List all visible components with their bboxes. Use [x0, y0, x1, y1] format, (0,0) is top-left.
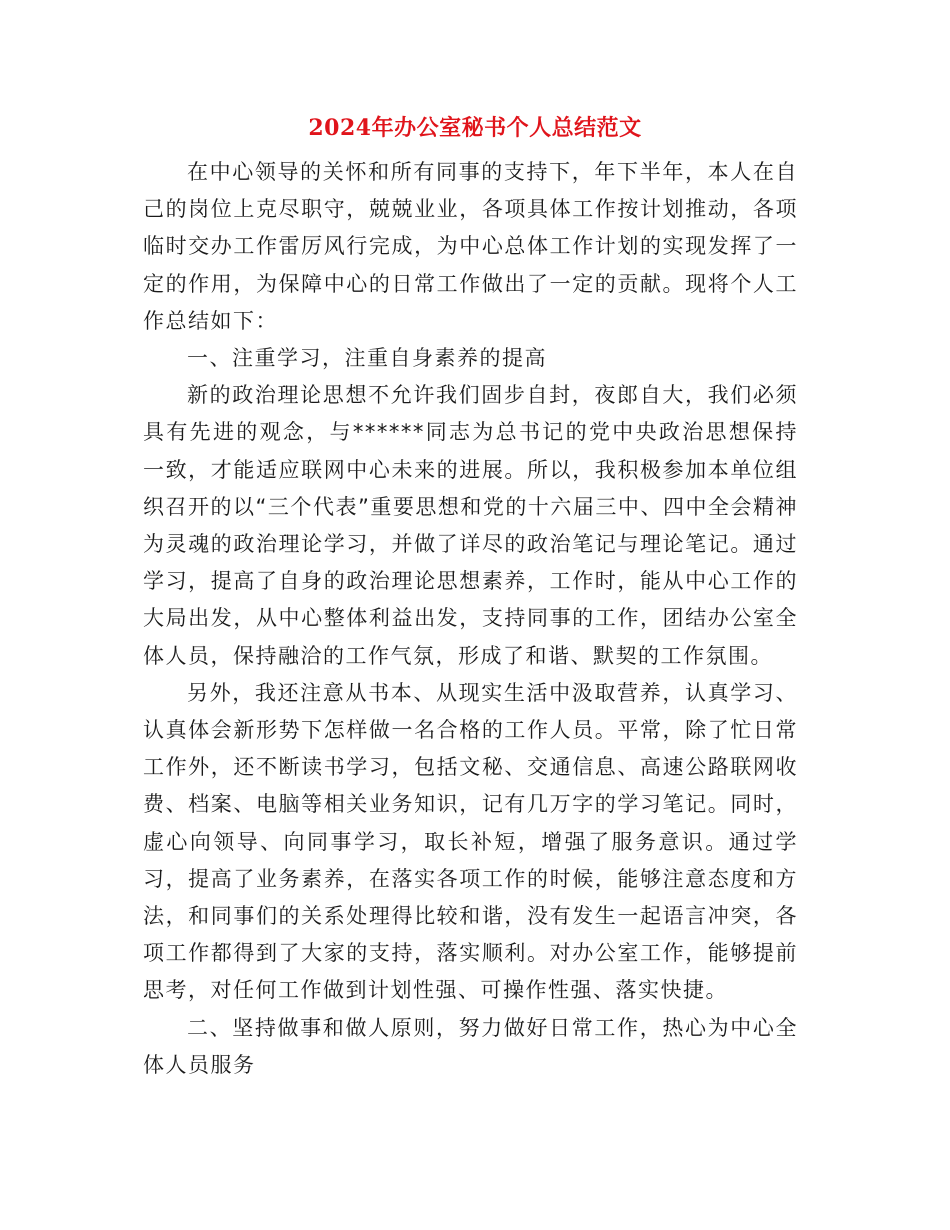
body-paragraph: 另外，我还注意从书本、从现实生活中汲取营养，认真学习、认真体会新形势下怎样做一名合格的工作人员。平常，除了忙日常工作外，还不断读书学习，包括文秘、交通信息、高速公路联网收费、档案、电脑等相关业务知识，记有几万字的学习笔记。同时，虚心向领导、向同事学习，取长补短，增强了服务意识。通过学习，提高了业务素养，在落实各项工作的时候，能够注意态度和方法，和同事们的关系处理得比较和谐，没有发生一起语言冲突，各项工作都得到了大家的支持，落实顺利。对办公室工作，能够提前思考，对任何工作做到计划性强、可操作性强、落实快捷。 [143, 680, 798, 1003]
document-body [143, 154, 798, 1084]
body-paragraph: 新的政治理论思想不允许我们固步自封，夜郎自大，我们必须具有先进的观念，与******同志为总书记的党中央政治思想保持一致，才能适应联网中心未来的进展。所以，我积极参加本单位组织召开的以“三个代表”重要思想和党的十六届三中、四中全会精神为灵魂的政治理论学习，并做了详尽的政治笔记与理论笔记。通过学习，提高了自身的政治理论思想素养，工作时，能从中心工作的大局出发，从中心整体利益出发，支持同事的工作，团结办公室全体人员，保持融洽的工作气氛，形成了和谐、默契的工作氛围。 [143, 383, 798, 668]
section-heading-2: 二、坚持做事和做人原则，努力做好日常工作，热心为中心全体人员服务 [143, 1015, 798, 1077]
section-heading-1: 一、注重学习，注重自身素养的提高 [187, 346, 547, 371]
document-title: 2024年办公室秘书个人总结范文 [308, 115, 642, 141]
intro-paragraph: 在中心领导的关怀和所有同事的支持下，年下半年，本人在自己的岗位上克尽职守，兢兢业业，各项具体工作按计划推动，各项临时交办工作雷厉风行完成，为中心总体工作计划的实现发挥了一定的作用，为保障中心的日常工作做出了一定的贡献。现将个人工作总结如下： [143, 160, 798, 333]
